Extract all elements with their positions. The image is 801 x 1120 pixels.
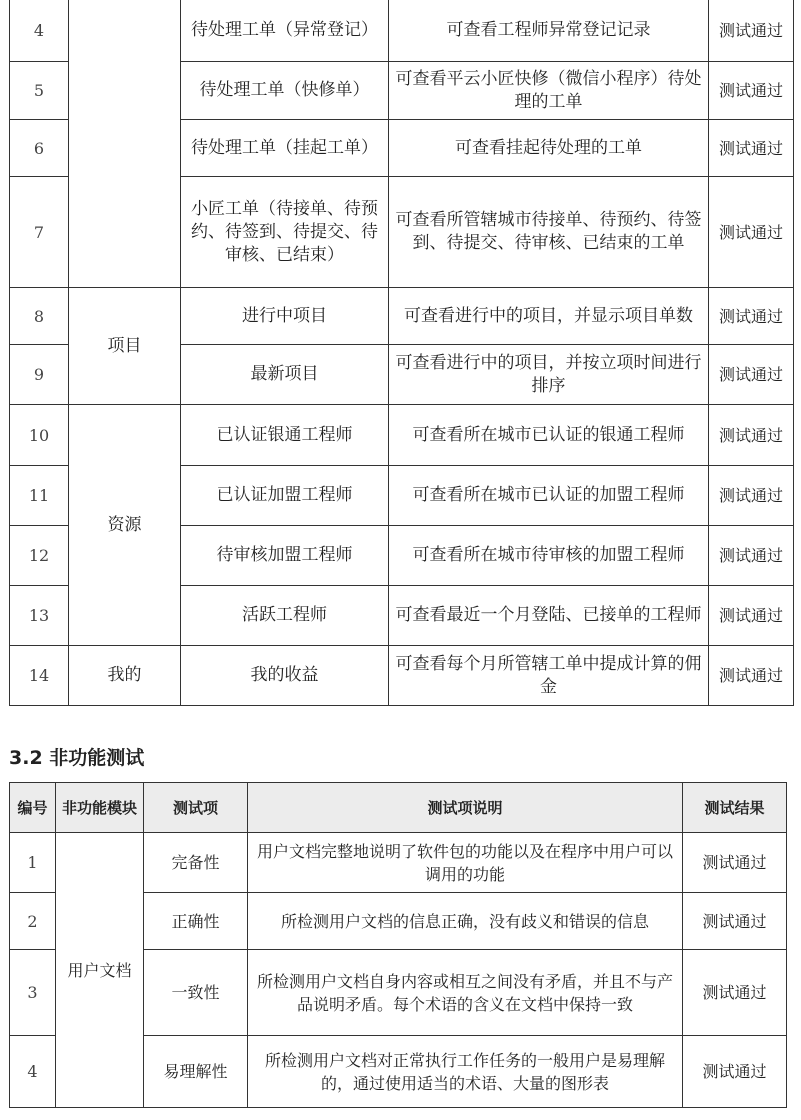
- test-description: 可查看最近一个月登陆、已接单的工程师: [389, 586, 709, 646]
- non-functional-test-table: [9, 782, 787, 1108]
- test-result: 测试通过: [709, 288, 794, 345]
- test-item: 一致性: [144, 950, 248, 1036]
- table-row: [10, 646, 794, 706]
- test-description: 可查看进行中的项目，并按立项时间进行排序: [389, 345, 709, 405]
- test-result: 测试通过: [709, 405, 794, 466]
- header-row: [10, 783, 787, 833]
- module-label: 资源: [69, 405, 181, 646]
- test-result: 测试通过: [709, 526, 794, 586]
- test-result: 测试通过: [683, 893, 787, 950]
- row-number: 6: [10, 120, 69, 177]
- row-number: 9: [10, 345, 69, 405]
- row-number: 2: [10, 893, 56, 950]
- table-row: [10, 288, 794, 345]
- row-number: 10: [10, 405, 69, 466]
- test-item: 待处理工单（快修单）: [181, 62, 389, 120]
- test-result: 测试通过: [709, 466, 794, 526]
- test-description: 可查看所在城市待审核的加盟工程师: [389, 526, 709, 586]
- row-number: 3: [10, 950, 56, 1036]
- test-description: 可查看每个月所管辖工单中提成计算的佣金: [389, 646, 709, 706]
- test-description: 可查看平云小匠快修（微信小程序）待处理的工单: [389, 62, 709, 120]
- module-label: 用户文档: [56, 833, 144, 1108]
- test-item: 已认证银通工程师: [181, 405, 389, 466]
- table-row: [10, 405, 794, 466]
- test-result: 测试通过: [709, 345, 794, 405]
- test-item: 待处理工单（异常登记）: [181, 0, 389, 62]
- row-number: 8: [10, 288, 69, 345]
- row-number: 4: [10, 1036, 56, 1108]
- test-description: 所检测用户文档的信息正确，没有歧义和错误的信息: [248, 893, 683, 950]
- header-number: 编号: [10, 783, 56, 833]
- test-description: 所检测用户文档对正常执行工作任务的一般用户是易理解的，通过使用适当的术语、大量的图形表: [248, 1036, 683, 1108]
- row-number: 1: [10, 833, 56, 893]
- test-description: 可查看所管辖城市待接单、待预约、待签到、待提交、待审核、已结束的工单: [389, 177, 709, 288]
- test-result: 测试通过: [683, 1036, 787, 1108]
- row-number: 5: [10, 62, 69, 120]
- test-description: 可查看进行中的项目，并显示项目单数: [389, 288, 709, 345]
- test-item: 易理解性: [144, 1036, 248, 1108]
- test-description: 用户文档完整地说明了软件包的功能以及在程序中用户可以调用的功能: [248, 833, 683, 893]
- test-result: 测试通过: [683, 833, 787, 893]
- test-item: 待审核加盟工程师: [181, 526, 389, 586]
- test-result: 测试通过: [709, 120, 794, 177]
- test-result: 测试通过: [709, 646, 794, 706]
- header-module: 非功能模块: [56, 783, 144, 833]
- test-description: 可查看所在城市已认证的加盟工程师: [389, 466, 709, 526]
- header-test-item: 测试项: [144, 783, 248, 833]
- test-result: 测试通过: [709, 177, 794, 288]
- test-item: 我的收益: [181, 646, 389, 706]
- test-item: 正确性: [144, 893, 248, 950]
- test-result: 测试通过: [709, 62, 794, 120]
- header-description: 测试项说明: [248, 783, 683, 833]
- table-row: [10, 0, 794, 62]
- test-item: 活跃工程师: [181, 586, 389, 646]
- test-item: 进行中项目: [181, 288, 389, 345]
- test-result: 测试通过: [709, 586, 794, 646]
- test-result: 测试通过: [683, 950, 787, 1036]
- row-number: 7: [10, 177, 69, 288]
- row-number: 13: [10, 586, 69, 646]
- test-item: 最新项目: [181, 345, 389, 405]
- module-label: 我的: [69, 646, 181, 706]
- test-description: 可查看挂起待处理的工单: [389, 120, 709, 177]
- row-number: 11: [10, 466, 69, 526]
- row-number: 14: [10, 646, 69, 706]
- module-label: 项目: [69, 288, 181, 405]
- test-description: 所检测用户文档自身内容或相互之间没有矛盾，并且不与产品说明矛盾。每个术语的含义在文档中保持一致: [248, 950, 683, 1036]
- test-result: 测试通过: [709, 0, 794, 62]
- row-number: 4: [10, 0, 69, 62]
- row-number: 12: [10, 526, 69, 586]
- header-result: 测试结果: [683, 783, 787, 833]
- module-cell-empty: [69, 0, 181, 288]
- test-item: 完备性: [144, 833, 248, 893]
- test-description: 可查看所在城市已认证的银通工程师: [389, 405, 709, 466]
- test-description: 可查看工程师异常登记记录: [389, 0, 709, 62]
- test-item: 待处理工单（挂起工单）: [181, 120, 389, 177]
- section-heading: 3.2 非功能测试: [9, 747, 145, 769]
- test-item: 已认证加盟工程师: [181, 466, 389, 526]
- test-item: 小匠工单（待接单、待预约、待签到、待提交、待审核、已结束）: [181, 177, 389, 288]
- functional-test-table: [9, 0, 794, 706]
- table-row: [10, 833, 787, 893]
